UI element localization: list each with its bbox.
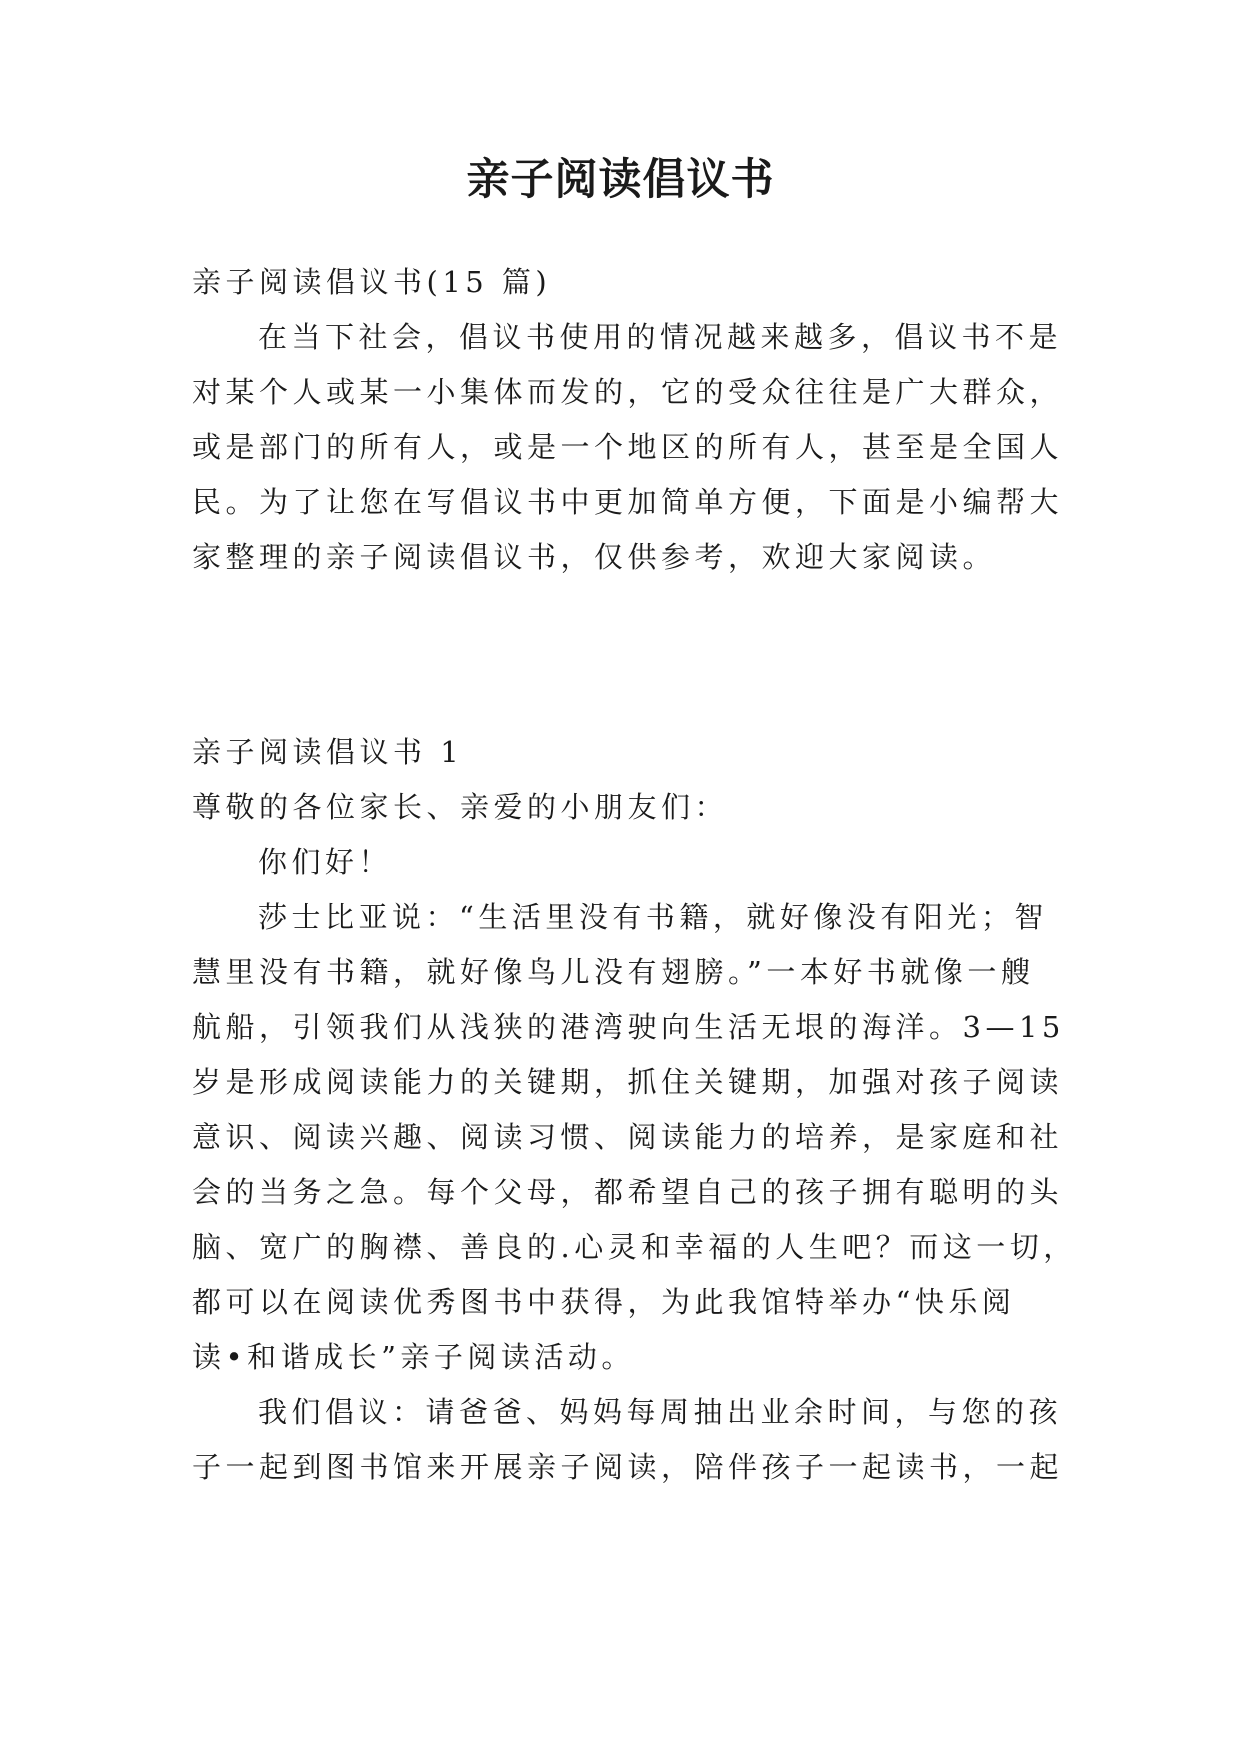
document-subtitle: 亲子阅读倡议书(15 篇) [192, 265, 552, 299]
paragraph-line: 意识、阅读兴趣、阅读习惯、阅读能力的培养，是家庭和社 [192, 1120, 1064, 1154]
paragraph-line: 岁是形成阅读能力的关键期，抓住关键期，加强对孩子阅读 [192, 1065, 1064, 1099]
paragraph-line: 读•和谐成长”亲子阅读活动。 [192, 1340, 635, 1374]
paragraph-line: 莎士比亚说：“生活里没有书籍，就好像没有阳光；智 [258, 900, 1048, 934]
paragraph-line: 脑、宽广的胸襟、善良的.心灵和幸福的人生吧？而这一切， [192, 1230, 1077, 1264]
paragraph-line: 子一起到图书馆来开展亲子阅读，陪伴孩子一起读书，一起 [192, 1450, 1064, 1484]
paragraph-line: 航船，引领我们从浅狭的港湾驶向生活无垠的海洋。3—15 [192, 1010, 1065, 1044]
intro-line: 在当下社会，倡议书使用的情况越来越多，倡议书不是 [258, 320, 1063, 354]
paragraph-line: 慧里没有书籍，就好像鸟儿没有翅膀。”一本好书就像一艘 [192, 955, 1035, 989]
salutation: 尊敬的各位家长、亲爱的小朋友们： [192, 790, 729, 824]
intro-line: 或是部门的所有人，或是一个地区的所有人，甚至是全国人 [192, 430, 1064, 464]
greeting: 你们好！ [258, 845, 393, 879]
document-title: 亲子阅读倡议书 [466, 155, 775, 205]
intro-line: 民。为了让您在写倡议书中更加简单方便，下面是小编帮大 [192, 485, 1064, 519]
intro-line: 家整理的亲子阅读倡议书，仅供参考，欢迎大家阅读。 [192, 540, 997, 574]
paragraph-line: 会的当务之急。每个父母，都希望自己的孩子拥有聪明的头 [192, 1175, 1064, 1209]
section-heading: 亲子阅读倡议书 1 [192, 735, 464, 769]
paragraph-line: 我们倡议：请爸爸、妈妈每周抽出业余时间，与您的孩 [258, 1395, 1063, 1429]
paragraph-line: 都可以在阅读优秀图书中获得，为此我馆特举办“快乐阅 [192, 1285, 1016, 1319]
intro-line: 对某个人或某一小集体而发的，它的受众往往是广大群众， [192, 375, 1064, 409]
